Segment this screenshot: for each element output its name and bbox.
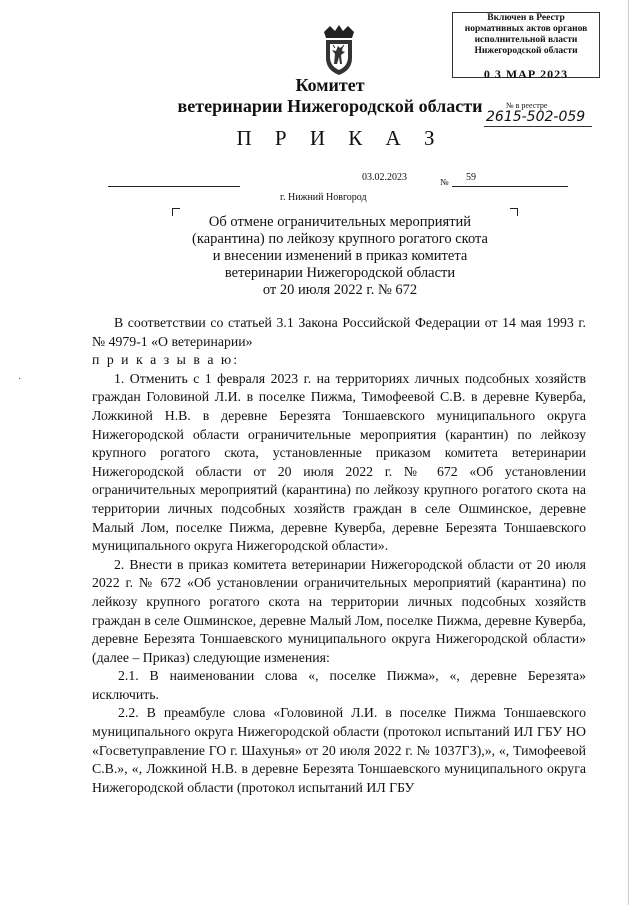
stamp-registry-label: № в реестре <box>506 101 548 110</box>
stamp-line: Нижегородской области <box>474 46 578 56</box>
paragraph-2-1: 2.1. В наименовании слова «, поселке Пижма», «, деревне Березята» исключить. <box>92 668 586 702</box>
subject-line: ветеринарии Нижегородской области <box>224 265 456 281</box>
document-title: П Р И К А З <box>236 126 444 150</box>
stamp-registry-number: 2615-502-059 <box>486 109 586 125</box>
signature-line-left <box>108 186 240 187</box>
document-body <box>92 314 586 797</box>
organization-name-line2: ветеринарии Нижегородской области <box>177 96 483 116</box>
scan-edge-line <box>628 0 629 905</box>
city-name: г. Нижний Новгород <box>280 192 367 203</box>
order-word: п р и к а з ы в а ю: <box>92 352 240 368</box>
document-date: 03.02.2023 <box>362 172 407 183</box>
subject-line: (карантина) по лейкозу крупного рогатого скота <box>192 231 488 247</box>
number-label: № <box>440 177 449 187</box>
stamp-date: 0 3 МАР 2023 <box>483 67 569 81</box>
registry-stamp <box>452 12 600 81</box>
preamble-paragraph: В соответствии со статьей 3.1 Закона Российской Федерации от 14 мая 1993 г. № 4979-1 «О ветеринарии» <box>92 315 586 349</box>
paragraph-1: 1. Отменить с 1 февраля 2023 г. на территориях личных подсобных хозяйств граждан Головиной Л.И. в поселке Пижма, Тимофеевой С.В. в деревне Куверба, Ложкиной Н.В. в деревне Березята Тоншаевского муниципального округа Нижегородской области ограничительные мероприятия (карантин) по лейкозу крупного рогатого скота, установленные приказом комитета ветеринарии Нижегородской области от 20 июля 2022 г. № 672 «Об установлении ограничительных мероприятий (карантина) по лейкозу крупного рогатого скота на территории личных подсобных хозяйств граждан в селе Ошминское, деревне Малый Лом, поселке Пижма, деревне Куверба, деревне Березята Тоншаевского муниципального округа Нижегородской области». <box>92 370 586 554</box>
paragraph-2-2: 2.2. В преамбуле слова «Головиной Л.И. в поселке Пижма Тоншаевского муниципального округа Нижегородской области (протокол испытаний ИЛ ГБУ НО «Госветуправление ГО г. Шахунья» от 20 июля 2022 г. № 1037ГЗ),», «, Тимофеевой С.В.», «, Ложкиной Н.В. в деревне Березята Тоншаевского муниципального округа Нижегородской области (протокол испытаний ИЛ ГБУ <box>92 705 586 795</box>
coat-of-arms-icon <box>318 24 360 76</box>
subject-heading <box>150 214 530 299</box>
subject-line: от 20 июля 2022 г. № 672 <box>262 282 418 298</box>
stamp-line: исполнительной власти <box>474 35 578 45</box>
number-underline <box>452 186 568 187</box>
margin-mark: · <box>18 374 22 385</box>
subject-line: Об отмене ограничительных мероприятий <box>208 214 472 230</box>
stamp-line: нормативных актов органов <box>464 24 588 34</box>
stamp-registry-underline <box>484 126 592 127</box>
document-number: 59 <box>466 172 476 183</box>
organization-name-line1: Комитет <box>295 75 365 95</box>
stamp-line: Включен в Реестр <box>487 13 565 23</box>
paragraph-2: 2. Внести в приказ комитета ветеринарии Нижегородской области от 20 июля 2022 г. № 672 «Об установлении ограничительных мероприятий (карантина) по лейкозу крупного рогатого скота на территории личных подсобных хозяйств граждан в селе Ошминское, деревне Малый Лом, поселке Пижма, деревне Куверба, деревне Березята Тоншаевского муниципального округа Нижегородской области» (далее – Приказ) следующие изменения: <box>92 556 586 665</box>
subject-line: и внесении изменений в приказ комитета <box>212 248 468 264</box>
